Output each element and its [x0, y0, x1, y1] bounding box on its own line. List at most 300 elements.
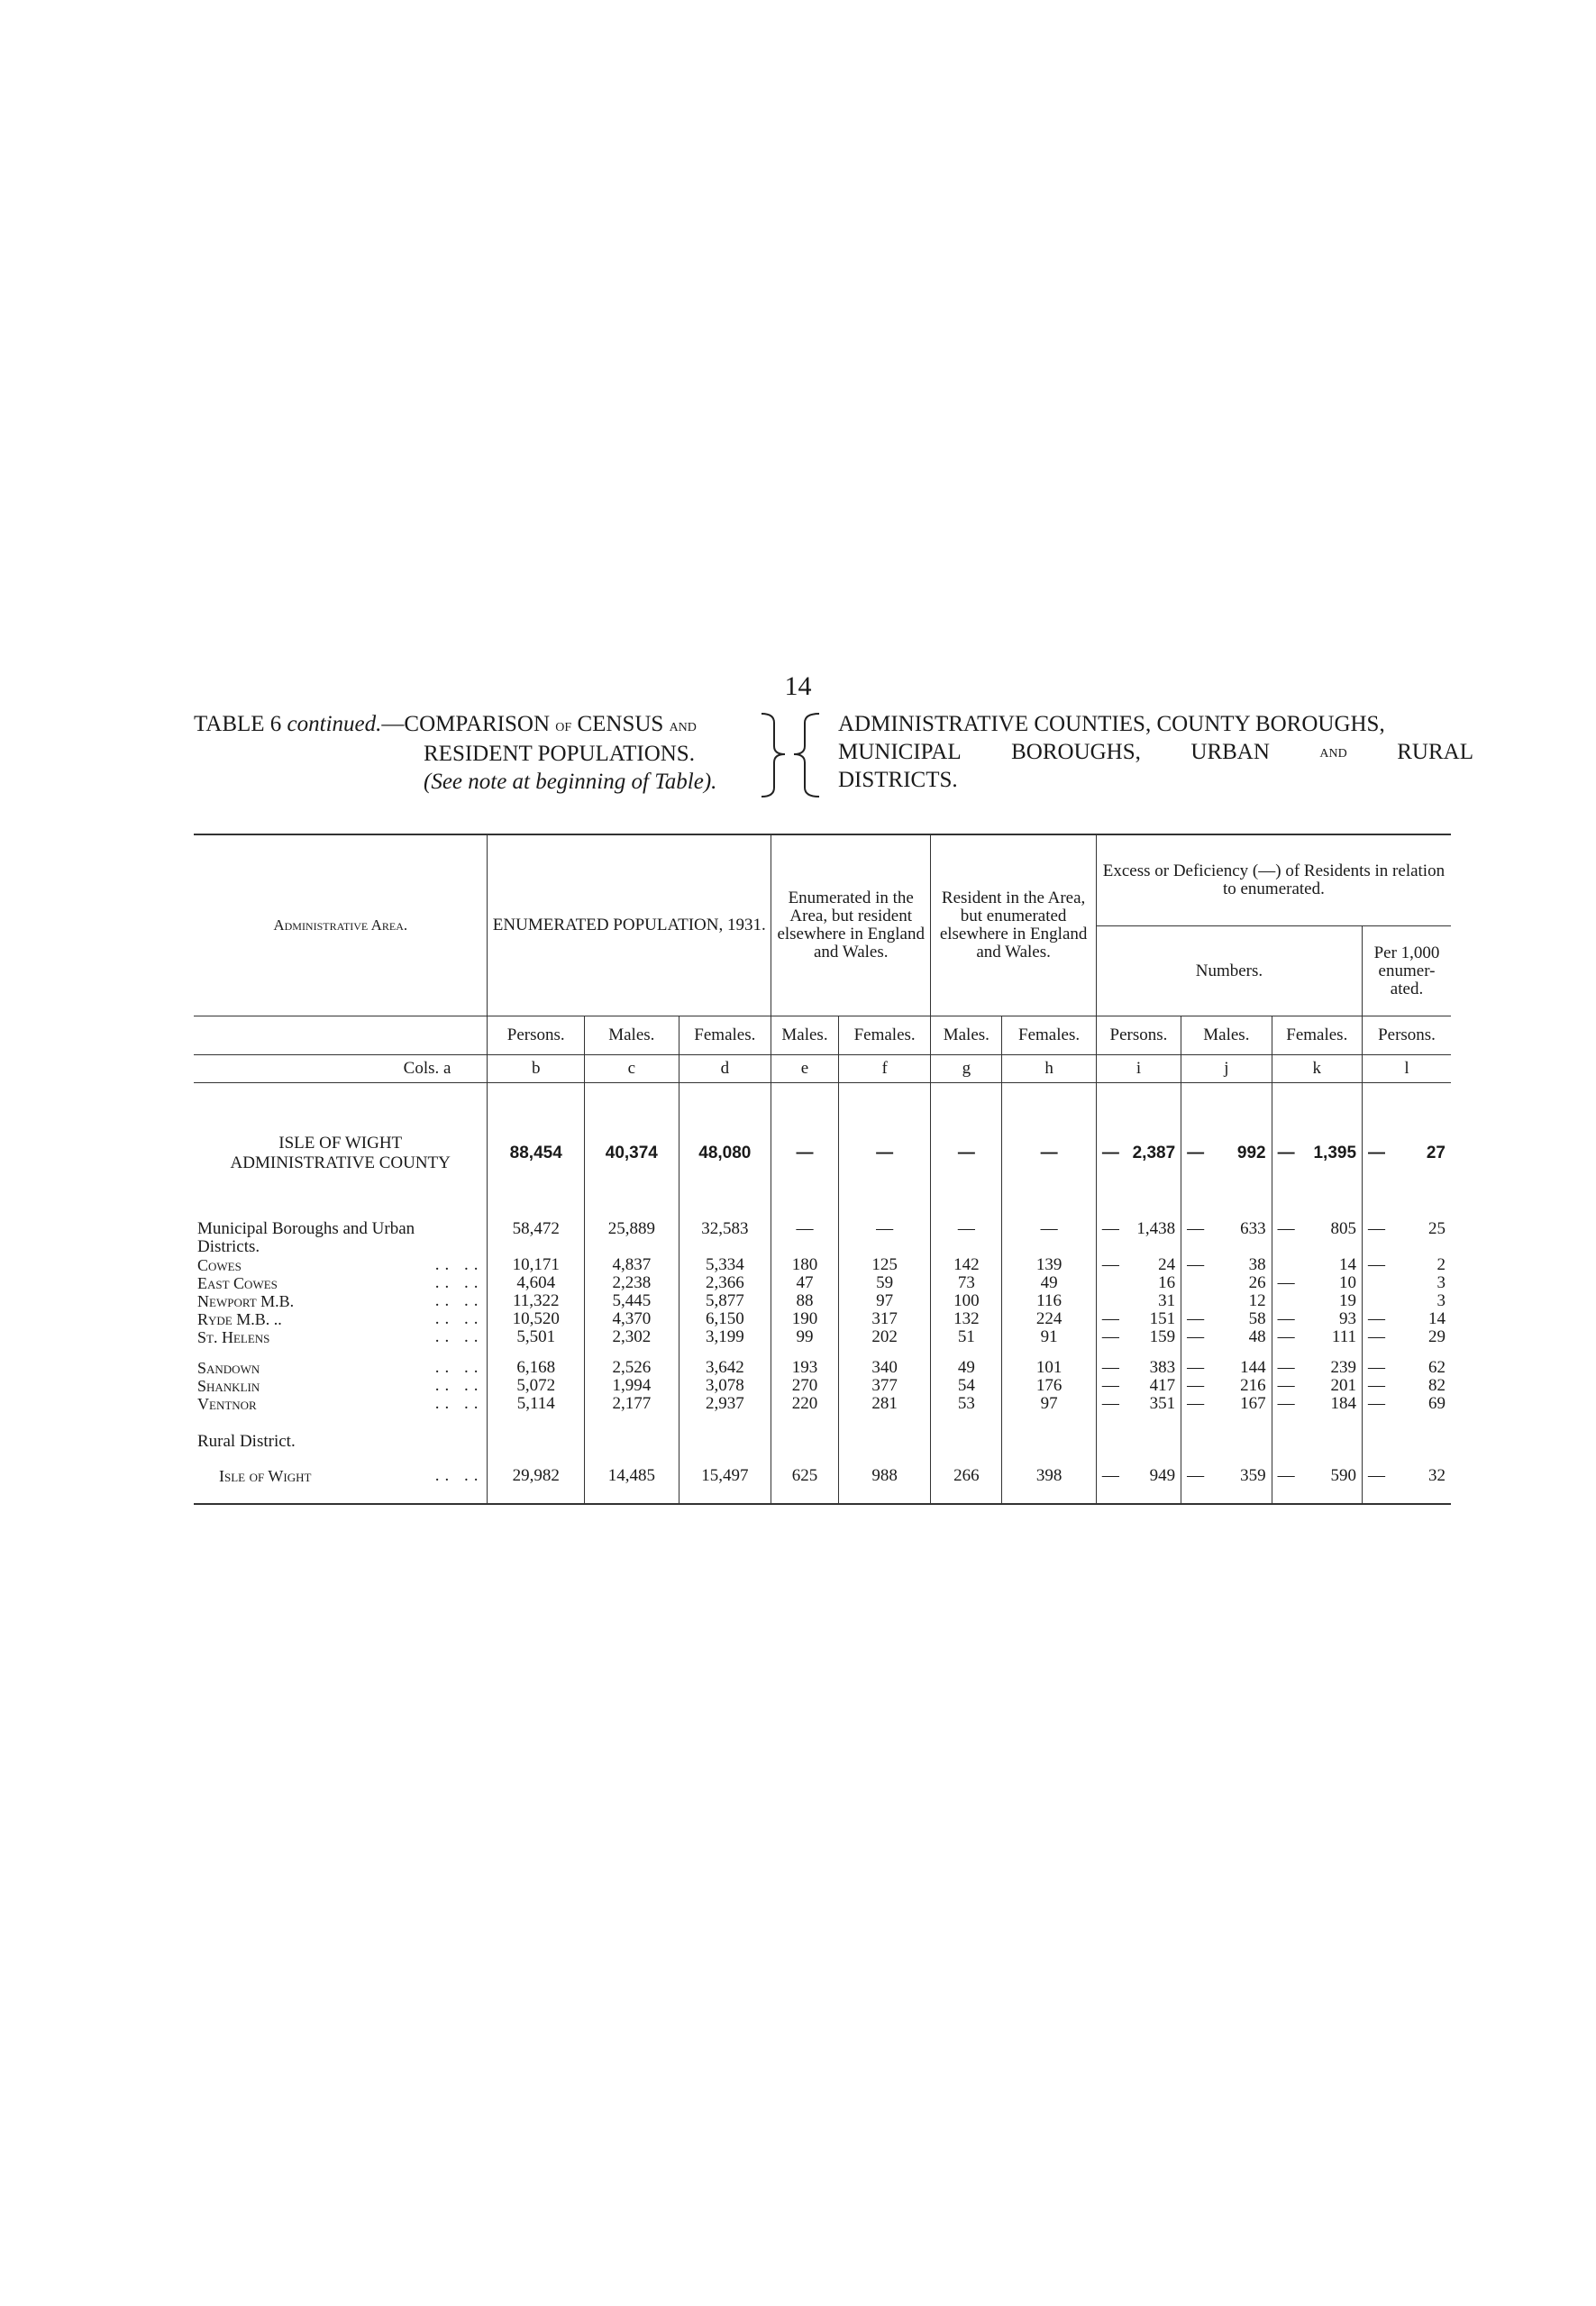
empty-cell [771, 1346, 839, 1359]
district-row [194, 1328, 1451, 1346]
leader-dots: .. .. [434, 1394, 484, 1413]
empty-cell [585, 1413, 679, 1433]
continued-label: continued. [287, 712, 382, 736]
value-number: 159 [1149, 1327, 1176, 1346]
value [1185, 1274, 1267, 1292]
value-cell: — [1002, 1117, 1097, 1189]
area-name [194, 1395, 488, 1413]
value-cell: 2,238 [585, 1274, 679, 1292]
scope-word: URBAN [1190, 740, 1270, 764]
empty-cell [838, 1494, 930, 1504]
value [1185, 1292, 1267, 1310]
spacer-row [194, 1494, 1451, 1504]
minus-sign: — [1187, 1327, 1205, 1346]
rural-name [197, 1467, 483, 1485]
value [1366, 1274, 1447, 1292]
value [1366, 1467, 1447, 1485]
value-cell: 49 [931, 1359, 1002, 1377]
value [1366, 1220, 1447, 1238]
value [1100, 1395, 1177, 1413]
empty-cell [838, 1433, 930, 1451]
empty-cell [194, 1413, 488, 1433]
empty-cell [1272, 1433, 1362, 1451]
empty-cell [1096, 1413, 1181, 1433]
empty-cell [838, 1189, 930, 1220]
title-of: of [555, 715, 572, 735]
column-letter: h [1002, 1055, 1097, 1083]
empty-cell [931, 1189, 1002, 1220]
municipal-heading: Municipal Boroughs and Urban Districts. [197, 1219, 415, 1256]
empty-cell [1272, 1083, 1362, 1118]
value-cell: 2,937 [679, 1395, 771, 1413]
value-number: 216 [1240, 1376, 1266, 1395]
value [1100, 1256, 1177, 1274]
value [1366, 1377, 1447, 1395]
empty-cell [488, 1189, 585, 1220]
district-name [197, 1395, 483, 1413]
scope-word: RURAL [1397, 740, 1473, 764]
district-row [194, 1274, 1451, 1292]
empty-cell [1363, 1494, 1451, 1504]
area-name [194, 1256, 488, 1274]
empty-cell [585, 1494, 679, 1504]
empty-cell [679, 1433, 771, 1451]
empty-cell [679, 1189, 771, 1220]
value [1276, 1310, 1358, 1328]
district-label: Ryde M.B. .. [197, 1310, 282, 1328]
column-letter: c [585, 1055, 679, 1083]
value-cell: 3,199 [679, 1328, 771, 1346]
value-cell: 11,322 [488, 1292, 585, 1310]
district-label: Newport M.B. [197, 1292, 295, 1310]
value-cell: 4,837 [585, 1256, 679, 1274]
value [1185, 1310, 1267, 1328]
value [1185, 1328, 1267, 1346]
empty-cell [1363, 1451, 1451, 1458]
value-cell [1181, 1395, 1272, 1413]
empty-cell [838, 1451, 930, 1458]
empty-cell [838, 1083, 930, 1118]
value-cell: 220 [771, 1395, 839, 1413]
value-cell [1181, 1220, 1272, 1256]
minus-sign: — [1277, 1376, 1295, 1395]
value-cell: 281 [838, 1395, 930, 1413]
empty-cell [585, 1083, 679, 1118]
value [1276, 1328, 1358, 1346]
value-cell: 340 [838, 1359, 930, 1377]
value [1276, 1359, 1358, 1377]
leader-dots: .. .. [434, 1358, 484, 1377]
value-cell: 116 [1002, 1292, 1097, 1310]
empty-cell [1363, 1346, 1451, 1359]
empty-cell [1181, 1433, 1272, 1451]
value [1276, 1467, 1358, 1485]
value-cell: 193 [771, 1359, 839, 1377]
value-cell: 5,445 [585, 1292, 679, 1310]
value-number: 359 [1240, 1466, 1266, 1485]
leader-dots: .. .. [434, 1255, 484, 1274]
value-number: 25 [1428, 1219, 1446, 1238]
value-cell: — [771, 1117, 839, 1189]
value-cell [1096, 1310, 1181, 1328]
minus-sign: — [1101, 1327, 1119, 1346]
value-number: 3 [1436, 1291, 1446, 1310]
value-cell: 2,302 [585, 1328, 679, 1346]
table-scope [829, 710, 1473, 794]
value-cell: 88 [771, 1292, 839, 1310]
value [1100, 1144, 1177, 1162]
subheader: Persons. [488, 1016, 585, 1055]
empty-cell [931, 1346, 1002, 1359]
empty-cell [679, 1346, 771, 1359]
empty-cell [679, 1083, 771, 1118]
area-name [194, 1458, 488, 1494]
subheader: Males. [931, 1016, 1002, 1055]
leader-dots: .. .. [434, 1466, 484, 1485]
value [1185, 1220, 1267, 1238]
value [1276, 1274, 1358, 1292]
value-cell: 398 [1002, 1458, 1097, 1494]
leader-dots: .. .. [434, 1273, 484, 1292]
value-number: 1,438 [1136, 1219, 1176, 1238]
subheader: Females. [838, 1016, 930, 1055]
value-number: 633 [1240, 1219, 1266, 1238]
county-row [194, 1117, 1451, 1189]
minus-sign: — [1101, 1219, 1119, 1238]
district-label: East Cowes [197, 1274, 278, 1292]
value-cell: 4,604 [488, 1274, 585, 1292]
value [1185, 1395, 1267, 1413]
value-cell [1272, 1117, 1362, 1189]
column-letter: b [488, 1055, 585, 1083]
value-cell [1096, 1377, 1181, 1395]
empty-cell [1181, 1083, 1272, 1118]
area-name [194, 1292, 488, 1310]
value-cell [1096, 1117, 1181, 1189]
column-letter: i [1096, 1055, 1181, 1083]
column-letter: Cols. a [194, 1055, 488, 1083]
spacer-row [194, 1083, 1451, 1118]
district-name [197, 1292, 483, 1310]
scope-word: and [1319, 742, 1347, 761]
value-number: 590 [1330, 1466, 1357, 1485]
value-cell [1363, 1310, 1451, 1328]
minus-sign: — [1187, 1309, 1205, 1328]
empty-cell [1096, 1433, 1181, 1451]
value-number: 93 [1339, 1309, 1357, 1328]
area-name [194, 1310, 488, 1328]
empty-cell [931, 1494, 1002, 1504]
empty-cell [1002, 1083, 1097, 1118]
county-name-line: ADMINISTRATIVE COUNTY [230, 1153, 451, 1172]
minus-sign: — [1277, 1358, 1295, 1377]
value-cell [1096, 1395, 1181, 1413]
value-cell: 3,078 [679, 1377, 771, 1395]
value-number: 48 [1248, 1327, 1266, 1346]
table-heading [194, 710, 1473, 809]
empty-cell [1002, 1451, 1097, 1458]
column-letter: e [771, 1055, 839, 1083]
area-name [194, 1377, 488, 1395]
numbers-header: Numbers. [1096, 926, 1362, 1016]
empty-cell [931, 1413, 1002, 1433]
title-note: (See note at beginning of Table). [424, 770, 717, 794]
subheader: Males. [771, 1016, 839, 1055]
empty-cell [771, 1433, 839, 1451]
empty-cell [194, 1346, 488, 1359]
value-cell: — [838, 1220, 930, 1256]
value-cell: 15,497 [679, 1458, 771, 1494]
value-number: 62 [1428, 1358, 1446, 1377]
value-cell [1181, 1458, 1272, 1494]
empty-cell [931, 1433, 1002, 1451]
district-label: Ventnor [197, 1395, 257, 1413]
value-cell [1181, 1328, 1272, 1346]
value-number: 58 [1248, 1309, 1266, 1328]
district-row [194, 1292, 1451, 1310]
value-cell [1181, 1359, 1272, 1377]
value-cell: 270 [771, 1377, 839, 1395]
minus-sign: — [1101, 1255, 1119, 1274]
county-name [197, 1134, 483, 1173]
value-cell: 10,171 [488, 1256, 585, 1274]
page-number: 14 [784, 671, 812, 701]
value-number: 3 [1436, 1273, 1446, 1292]
empty-cell [771, 1083, 839, 1118]
value-cell [1181, 1256, 1272, 1274]
column-letter: l [1363, 1055, 1451, 1083]
minus-sign: — [1187, 1394, 1205, 1413]
column-letter: k [1272, 1055, 1362, 1083]
district-label: St. Helens [197, 1328, 270, 1346]
value-cell: 5,334 [679, 1256, 771, 1274]
value [1100, 1467, 1177, 1485]
value-number: 24 [1158, 1255, 1176, 1274]
empty-cell [488, 1494, 585, 1504]
value-cell: 29,982 [488, 1458, 585, 1494]
empty-cell [1363, 1189, 1451, 1220]
value-number: 10 [1339, 1273, 1357, 1292]
empty-cell [1096, 1189, 1181, 1220]
rural-label: Isle of Wight [219, 1467, 312, 1485]
minus-sign: — [1187, 1466, 1205, 1485]
value [1276, 1395, 1358, 1413]
value-cell: 377 [838, 1377, 930, 1395]
value [1366, 1328, 1447, 1346]
value [1185, 1256, 1267, 1274]
district-label: Sandown [197, 1359, 260, 1377]
value-cell [1181, 1274, 1272, 1292]
empty-cell [838, 1413, 930, 1433]
value [1366, 1310, 1447, 1328]
value-cell: 97 [1002, 1395, 1097, 1413]
leader-dots: .. .. [434, 1376, 484, 1395]
value-cell: 101 [1002, 1359, 1097, 1377]
value-cell: 47 [771, 1274, 839, 1292]
value-cell [1096, 1256, 1181, 1274]
area-header-label: Administrative Area. [273, 916, 408, 934]
value-cell: 6,168 [488, 1359, 585, 1377]
empty-cell [1181, 1189, 1272, 1220]
value-cell: — [931, 1220, 1002, 1256]
minus-sign: — [1277, 1273, 1295, 1292]
value-cell [1272, 1256, 1362, 1274]
district-row [194, 1359, 1451, 1377]
minus-sign: — [1187, 1376, 1205, 1395]
value-number: 19 [1339, 1291, 1357, 1310]
minus-sign: — [1101, 1309, 1119, 1328]
empty-cell [1096, 1346, 1181, 1359]
subheader: Females. [679, 1016, 771, 1055]
minus-sign: — [1101, 1394, 1119, 1413]
empty-cell [771, 1189, 839, 1220]
value-cell [1181, 1377, 1272, 1395]
minus-sign: — [1368, 1376, 1386, 1395]
district-name [197, 1274, 483, 1292]
empty-cell [771, 1494, 839, 1504]
value-cell: 190 [771, 1310, 839, 1328]
value-cell [1363, 1256, 1451, 1274]
empty-cell [931, 1451, 1002, 1458]
per-1000-header: Per 1,000 enumer-ated. [1363, 926, 1451, 1016]
value-cell [1096, 1359, 1181, 1377]
minus-sign: — [1277, 1466, 1295, 1485]
value-cell: — [1002, 1220, 1097, 1256]
subheader: Females. [1272, 1016, 1362, 1055]
value-cell [1272, 1220, 1362, 1256]
minus-sign: — [1368, 1327, 1386, 1346]
value [1276, 1292, 1358, 1310]
empty-cell [679, 1451, 771, 1458]
value [1366, 1144, 1447, 1162]
value-cell [1096, 1292, 1181, 1310]
value-cell: 2,366 [679, 1274, 771, 1292]
minus-sign: — [1187, 1219, 1205, 1238]
value-number: 167 [1240, 1394, 1266, 1413]
subheader: Persons. [1096, 1016, 1181, 1055]
empty-cell [1181, 1494, 1272, 1504]
value-cell: 51 [931, 1328, 1002, 1346]
value-number: 1,395 [1313, 1144, 1357, 1162]
value [1276, 1377, 1358, 1395]
value-number: 26 [1248, 1273, 1266, 1292]
value-number: 383 [1149, 1358, 1176, 1377]
value-cell [1272, 1395, 1362, 1413]
scope-line-1: ADMINISTRATIVE COUNTIES, COUNTY BOROUGHS, [838, 712, 1385, 736]
population-table [194, 834, 1451, 1505]
area-name [194, 1359, 488, 1377]
minus-sign: — [1277, 1327, 1295, 1346]
area-header [194, 834, 488, 1016]
value-cell [1272, 1274, 1362, 1292]
minus-sign: — [1277, 1394, 1295, 1413]
value-cell: 54 [931, 1377, 1002, 1395]
scope-word: BOROUGHS, [1011, 740, 1141, 764]
district-row [194, 1395, 1451, 1413]
empty-cell [1363, 1413, 1451, 1433]
value-cell [1096, 1220, 1181, 1256]
value [1366, 1359, 1447, 1377]
value-number: 239 [1330, 1358, 1357, 1377]
value-cell: 5,114 [488, 1395, 585, 1413]
empty-cell [194, 1189, 488, 1220]
district-label: Shanklin [197, 1377, 260, 1395]
empty-cell [194, 1083, 488, 1118]
value-cell [1272, 1328, 1362, 1346]
value-cell: 100 [931, 1292, 1002, 1310]
empty-cell [679, 1494, 771, 1504]
subheader: Persons. [1363, 1016, 1451, 1055]
value-cell: 2,526 [585, 1359, 679, 1377]
value [1185, 1377, 1267, 1395]
empty-cell [488, 1083, 585, 1118]
value-number: 2 [1436, 1255, 1446, 1274]
value-cell: 988 [838, 1458, 930, 1494]
value-number: 111 [1331, 1327, 1357, 1346]
rural-row [194, 1458, 1451, 1494]
district-row [194, 1256, 1451, 1274]
value-number: 29 [1428, 1327, 1446, 1346]
value [1185, 1467, 1267, 1485]
value-number: 417 [1149, 1376, 1176, 1395]
leader-dots: .. .. [434, 1291, 484, 1310]
scope-word: MUNICIPAL [838, 740, 962, 764]
value-cell: 5,072 [488, 1377, 585, 1395]
value [1185, 1359, 1267, 1377]
value-number: 14 [1339, 1255, 1357, 1274]
value-number: 151 [1149, 1309, 1176, 1328]
table-label: TABLE 6 [194, 712, 282, 736]
title-line-2: RESIDENT POPULATIONS. [424, 742, 695, 766]
county-name-line: ISLE OF WIGHT [278, 1134, 403, 1153]
minus-sign: — [1368, 1358, 1386, 1377]
enumerated-header: ENUMERATED POPULATION, 1931. [488, 834, 771, 1016]
value [1100, 1274, 1177, 1292]
value-cell [1363, 1292, 1451, 1310]
minus-sign: — [1101, 1466, 1119, 1485]
value [1100, 1292, 1177, 1310]
empty-cell [585, 1346, 679, 1359]
minus-sign: — [1187, 1358, 1205, 1377]
value-cell [1363, 1274, 1451, 1292]
resident-elsewhere-header: Resident in the Area, but enumerated elsewhere in England and Wales. [931, 834, 1096, 1016]
value [1276, 1256, 1358, 1274]
value-cell: 25,889 [585, 1220, 679, 1256]
value [1100, 1220, 1177, 1238]
municipal-row [194, 1220, 1451, 1256]
value-number: 69 [1428, 1394, 1446, 1413]
value-number: 16 [1158, 1273, 1176, 1292]
empty-cell [1272, 1494, 1362, 1504]
empty-cell [1363, 1083, 1451, 1118]
value-cell [1181, 1292, 1272, 1310]
empty-cell [1002, 1189, 1097, 1220]
value-cell: 49 [1002, 1274, 1097, 1292]
empty-cell [838, 1346, 930, 1359]
value [1100, 1328, 1177, 1346]
district-row [194, 1310, 1451, 1328]
value-cell [1363, 1395, 1451, 1413]
value [1366, 1395, 1447, 1413]
value-cell: 88,454 [488, 1117, 585, 1189]
value-cell [1363, 1377, 1451, 1395]
value-cell [1363, 1220, 1451, 1256]
column-letter: j [1181, 1055, 1272, 1083]
empty-cell [194, 1016, 488, 1055]
enumerated-elsewhere-header: Enumerated in the Area, but resident elsewhere in England and Wales. [771, 834, 931, 1016]
district-name [197, 1310, 483, 1328]
value-cell: 10,520 [488, 1310, 585, 1328]
